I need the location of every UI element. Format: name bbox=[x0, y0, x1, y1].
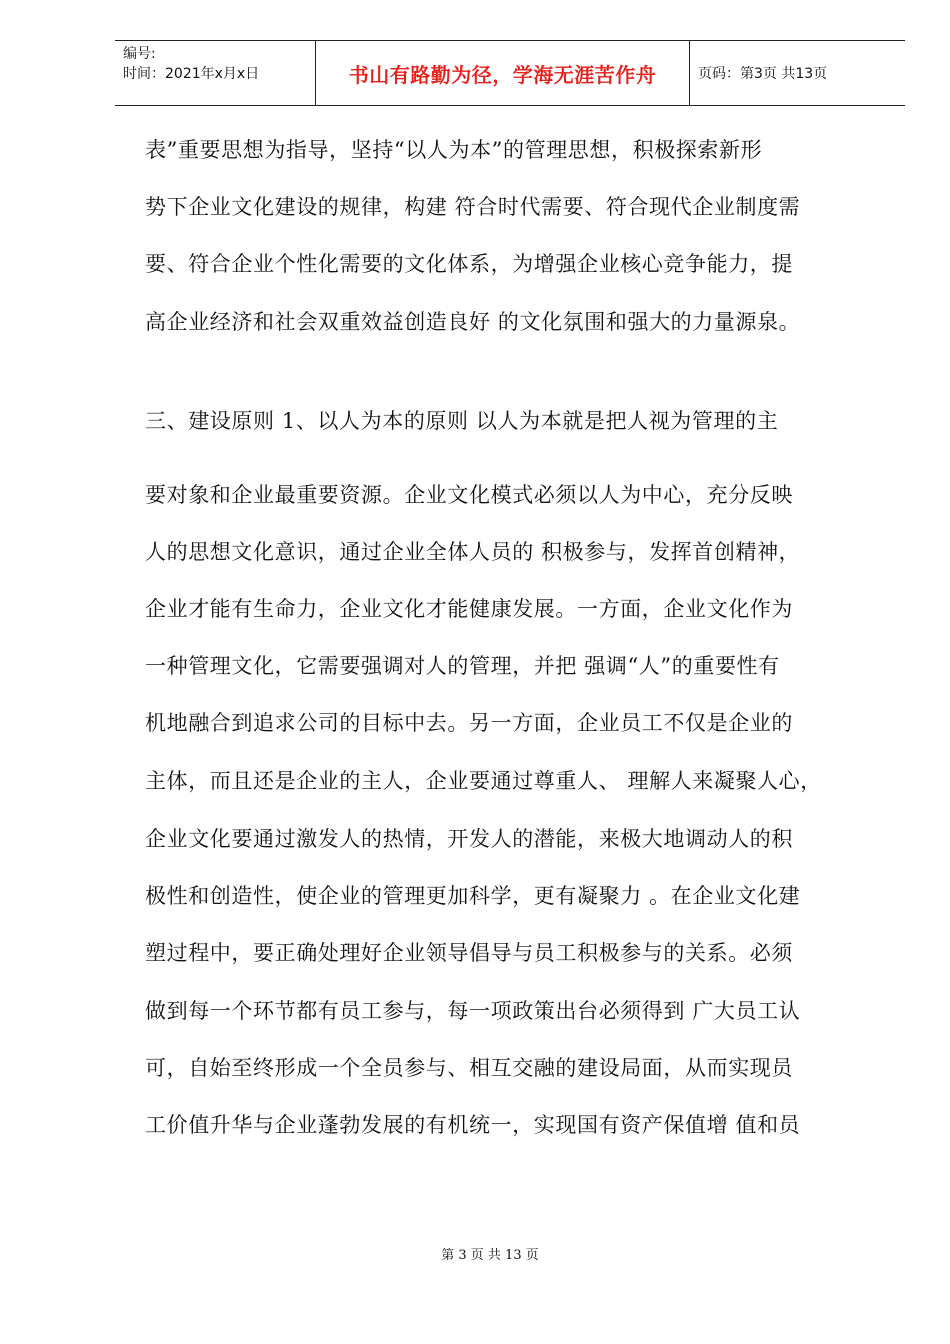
body-line: 三、建设原则 1、以人为本的原则 以人为本就是把人视为管理的主 bbox=[145, 409, 779, 433]
body-line: 企业才能有生命力，企业文化才能健康发展。一方面，企业文化作为 bbox=[145, 597, 793, 621]
header-motto: 书山有路勤为径，学海无涯苦作舟 bbox=[315, 41, 690, 105]
body-line: 高企业经济和社会双重效益创造良好 的文化氛围和强大的力量源泉。 bbox=[145, 310, 801, 334]
body-line: 极性和创造性，使企业的管理更加科学，更有凝聚力 。在企业文化建 bbox=[145, 884, 801, 908]
page-footer: 第 3 页 共 13 页 bbox=[441, 1248, 539, 1263]
body-line: 企业文化要通过激发人的热情，开发人的潜能，来极大地调动人的积 bbox=[145, 827, 793, 851]
body-line: 表”重要思想为指导，坚持“以人为本”的管理思想，积极探索新形 bbox=[145, 138, 763, 162]
body-line: 势下企业文化建设的规律，构建 符合时代需要、符合现代企业制度需 bbox=[145, 195, 801, 219]
serial-number-label: 编号: bbox=[123, 46, 156, 62]
body-line: 塑过程中，要正确处理好企业领导倡导与员工积极参与的关系。必须 bbox=[145, 941, 793, 965]
body-line: 工价值升华与企业蓬勃发展的有机统一，实现国有资产保值增 值和员 bbox=[145, 1113, 801, 1137]
header-page-number: 页码：第3页 共13页 bbox=[698, 66, 828, 82]
body-line: 主体，而且还是企业的主人，企业要通过尊重人、 理解人来凝聚人心， bbox=[145, 769, 822, 793]
body-line: 机地融合到追求公司的目标中去。另一方面，企业员工不仅是企业的 bbox=[145, 711, 793, 735]
body-line: 要对象和企业最重要资源。企业文化模式必须以人为中心，充分反映 bbox=[145, 483, 793, 507]
body-line: 要、符合企业个性化需要的文化体系，为增强企业核心竞争能力，提 bbox=[145, 252, 793, 276]
body-line: 一种管理文化，它需要强调对人的管理，并把 强调“人”的重要性有 bbox=[145, 654, 780, 678]
time-label: 时间：2021年x月x日 bbox=[123, 66, 260, 82]
body-line: 做到每一个环节都有员工参与，每一项政策出台必须得到 广大员工认 bbox=[145, 999, 801, 1023]
body-line: 可，自始至终形成一个全员参与、相互交融的建设局面，从而实现员 bbox=[145, 1056, 793, 1080]
body-line: 人的思想文化意识，通过企业全体人员的 积极参与，发挥首创精神， bbox=[145, 540, 801, 564]
